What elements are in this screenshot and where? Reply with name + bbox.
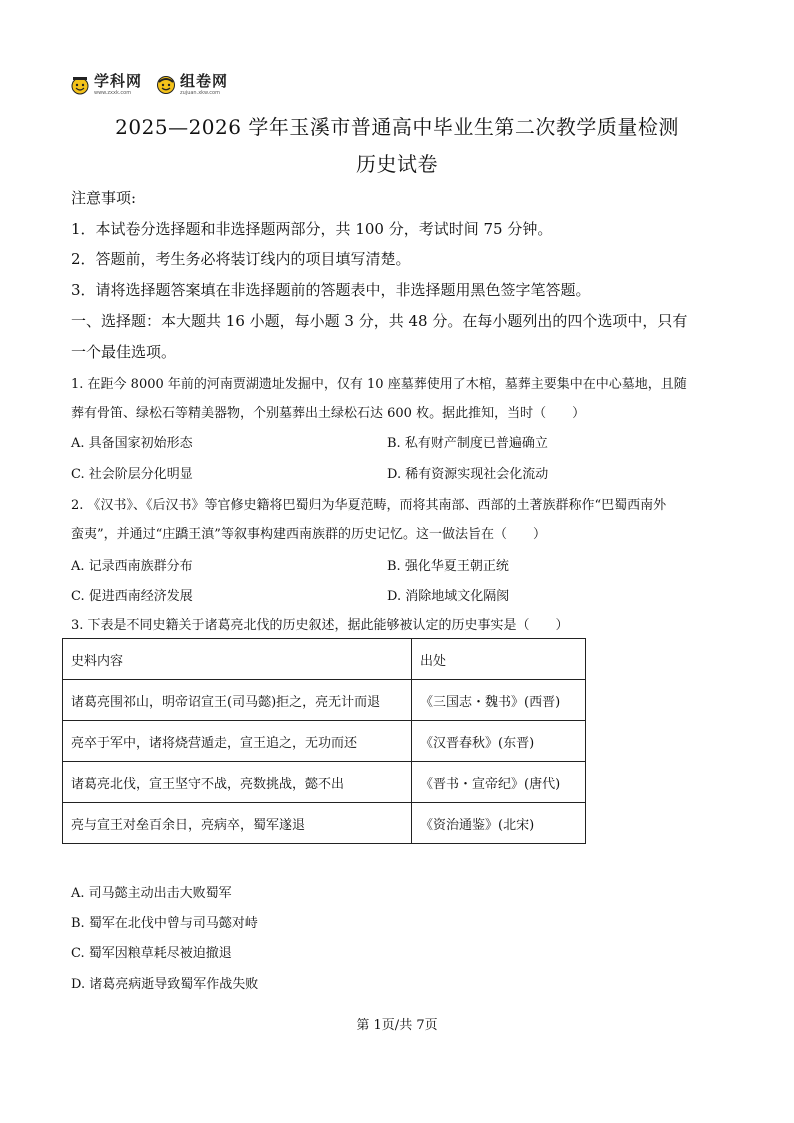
q3-option-d[interactable]: D. 诸葛亮病逝导致蜀军作战失败 — [71, 977, 259, 992]
table-row — [63, 721, 586, 762]
q1-option-c[interactable]: C. 社会阶层分化明显 — [71, 467, 193, 482]
table-header-row — [63, 639, 586, 680]
table-cell-content: 亮与宣王对垒百余日，亮病卒，蜀军遂退 — [63, 803, 412, 844]
section-instruction-cont: 一个最佳选项。 — [71, 343, 177, 361]
table-header-source: 出处 — [412, 639, 586, 680]
logo-text: 组卷网 — [180, 72, 229, 90]
q1-option-b[interactable]: B. 私有财产制度已普遍确立 — [387, 436, 548, 451]
logo-xuekewang — [70, 74, 142, 96]
q1-option-a[interactable]: A. 具备国家初始形态 — [71, 436, 193, 451]
q2-option-c[interactable]: C. 促进西南经济发展 — [71, 589, 193, 604]
notice-heading: 注意事项: — [71, 189, 137, 207]
q3-option-b[interactable]: B. 蜀军在北伐中曾与司马懿对峙 — [71, 916, 258, 931]
q2-option-a[interactable]: A. 记录西南族群分布 — [71, 559, 193, 574]
notice-item: 1．本试卷分选择题和非选择题两部分，共 100 分，考试时间 75 分钟。 — [71, 220, 553, 238]
question-1-stem-cont: 葬有骨笛、绿松石等精美器物，个别墓葬出土绿松石达 600 枚。据此推知，当时（ ） — [71, 406, 586, 421]
logo-url: zujuan.xkw.com — [180, 90, 220, 96]
table-cell-source: 《晋书・宣帝纪》(唐代) — [412, 762, 586, 803]
table-cell-source: 《资治通鉴》(北宋) — [412, 803, 586, 844]
table-cell-source: 《三国志・魏书》(西晋) — [412, 680, 586, 721]
question-3-stem: 3. 下表是不同史籍关于诸葛亮北伐的历史叙述，据此能够被认定的历史事实是（ ） — [71, 618, 569, 633]
section-instruction: 一、选择题：本大题共 16 小题，每小题 3 分，共 48 分。在每小题列出的四个选项中，只有 — [71, 312, 688, 330]
source-table — [62, 638, 586, 844]
table-row — [63, 803, 586, 844]
logo-text: 学科网 — [94, 72, 143, 90]
notice-item: 3．请将选择题答案填在非选择题前的答题表中，非选择题用黑色签字笔答题。 — [71, 281, 591, 299]
notice-item: 2．答题前，考生务必将装订线内的项目填写清楚。 — [71, 250, 411, 268]
table-header-content: 史料内容 — [63, 639, 412, 680]
question-2-stem: 2. 《汉书》、《后汉书》等官修史籍将巴蜀归为华夏范畴，而将其南部、西部的土著族群称作“巴蜀西南外 — [71, 498, 667, 513]
smiley-graduate-icon — [70, 75, 90, 95]
smiley-icon — [156, 75, 176, 95]
table-cell-content: 亮卒于军中，诸将烧营遁走，宣王追之，无功而还 — [63, 721, 412, 762]
logo-zujuanwang — [156, 74, 228, 96]
q3-option-c[interactable]: C. 蜀军因粮草耗尽被迫撤退 — [71, 946, 232, 961]
table-cell-source: 《汉晋春秋》(东晋) — [412, 721, 586, 762]
table-row — [63, 762, 586, 803]
header-logos — [70, 72, 228, 98]
table-row — [63, 680, 586, 721]
q3-option-a[interactable]: A. 司马懿主动出击大败蜀军 — [71, 886, 232, 901]
q1-option-d[interactable]: D. 稀有资源实现社会化流动 — [387, 467, 549, 482]
table-cell-content: 诸葛亮北伐，宣王坚守不战，亮数挑战，懿不出 — [63, 762, 412, 803]
logo-url: www.zxxk.com — [94, 90, 132, 96]
exam-title: 2025—2026 学年玉溪市普通高中毕业生第二次教学质量检测 — [115, 115, 679, 139]
q2-option-b[interactable]: B. 强化华夏王朝正统 — [387, 559, 509, 574]
q2-option-d[interactable]: D. 消除地域文化隔阂 — [387, 589, 510, 604]
table-cell-content: 诸葛亮围祁山，明帝诏宣王(司马懿)拒之，亮无计而退 — [63, 680, 412, 721]
question-2-stem-cont: 蛮夷”，并通过“庄蹻王滇”等叙事构建西南族群的历史记忆。这一做法旨在（ ） — [71, 527, 546, 542]
question-1-stem: 1. 在距今 8000 年前的河南贾湖遗址发掘中，仅有 10 座墓葬使用了木棺，墓葬主要集中在中心墓地，且随 — [71, 377, 687, 392]
page-number: 第 1页/共 7页 — [356, 1018, 438, 1033]
exam-subject: 历史试卷 — [356, 152, 438, 176]
